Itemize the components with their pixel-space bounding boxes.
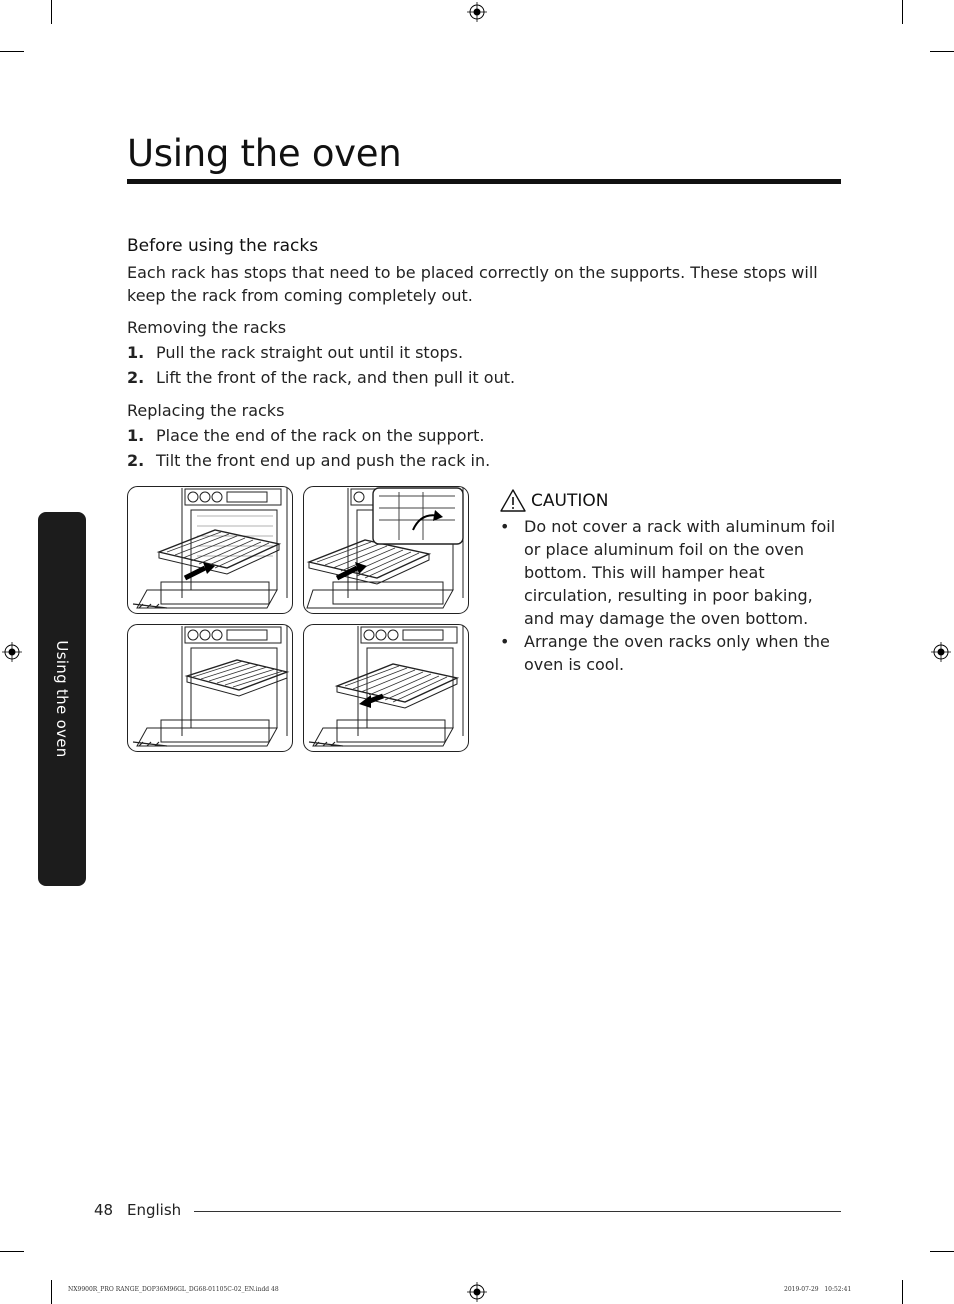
bullet-dot: • (500, 632, 510, 651)
bullet-dot: • (500, 517, 510, 536)
crop-mark (930, 51, 954, 52)
print-file-info: NX9900R_PRO RANGE_DOP36M96GL_DG68-01105C-02_EN.indd 48 (68, 1286, 279, 1293)
crop-mark (51, 0, 52, 24)
title-rule (127, 179, 841, 184)
footer-rule (194, 1211, 841, 1212)
crop-mark (0, 51, 24, 52)
section-heading: Before using the racks (127, 236, 319, 256)
page-number: 48 (94, 1201, 114, 1219)
caution-bullet (500, 630, 850, 676)
caution-title: CAUTION (531, 490, 609, 511)
step-text: Tilt the front end up and push the rack in. (156, 451, 491, 470)
print-date-info: 2019-07-29 10:52:41 (784, 1286, 852, 1293)
intro-paragraph: Each rack has stops that need to be placed correctly on the supports. These stops will keep the rack from coming completely out. (127, 263, 818, 305)
registration-mark-icon (931, 642, 951, 662)
crop-mark (902, 0, 903, 24)
side-chapter-label: Using the oven (53, 640, 71, 758)
oven-rack-detail-illustration (303, 486, 469, 614)
crop-mark (0, 1251, 24, 1252)
crop-mark (51, 1280, 52, 1304)
crop-mark (902, 1280, 903, 1304)
removing-heading: Removing the racks (127, 318, 287, 337)
registration-mark-icon (467, 2, 487, 22)
warning-triangle-icon (500, 489, 526, 512)
caution-bullet-text: Arrange the oven racks only when the oven is cool. (524, 632, 830, 674)
removing-step (127, 368, 515, 387)
step-number: 1. (127, 426, 145, 445)
removing-step (127, 343, 463, 362)
caution-bullet-text: Do not cover a rack with aluminum foil or place aluminum foil on the oven bottom. This will hamper heat circulation, resulting in poor baking, and may damage the oven bottom. (524, 517, 836, 628)
crop-mark (930, 1251, 954, 1252)
replacing-step (127, 426, 484, 445)
oven-rack-inserted-illustration (127, 624, 293, 752)
registration-mark-icon (467, 1282, 487, 1302)
step-text: Place the end of the rack on the support. (156, 426, 485, 445)
caution-heading (500, 489, 608, 512)
page-language: English (127, 1201, 182, 1219)
replacing-heading: Replacing the racks (127, 401, 285, 420)
caution-bullet (500, 515, 850, 630)
step-text: Lift the front of the rack, and then pull it out. (156, 368, 516, 387)
step-number: 2. (127, 451, 145, 470)
replacing-step (127, 451, 490, 470)
step-number: 1. (127, 343, 145, 362)
oven-rack-illustration (127, 486, 293, 614)
registration-mark-icon (2, 642, 22, 662)
step-number: 2. (127, 368, 145, 387)
page-title: Using the oven (127, 132, 402, 175)
step-text: Pull the rack straight out until it stops. (156, 343, 464, 362)
oven-rack-removal-illustration (303, 624, 469, 752)
